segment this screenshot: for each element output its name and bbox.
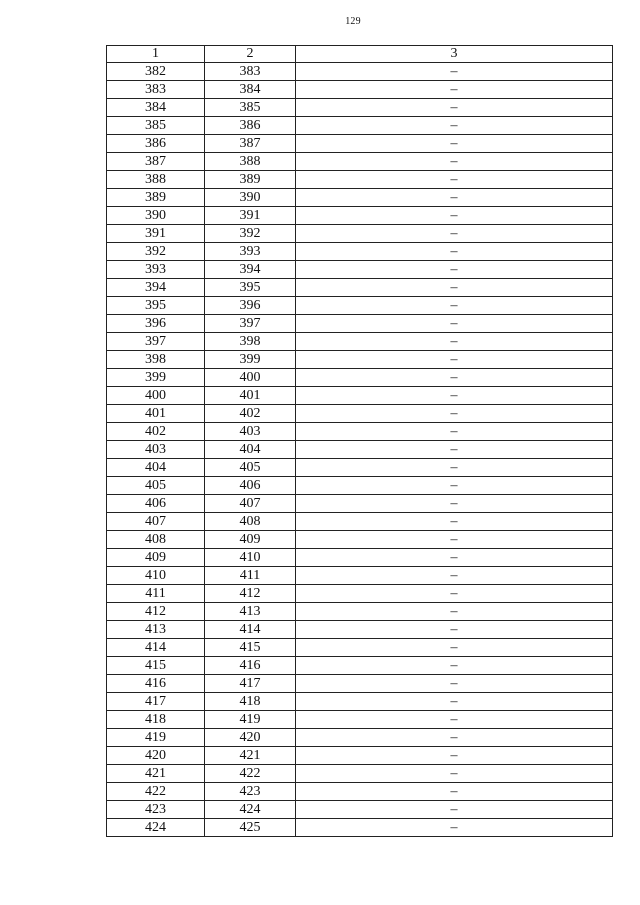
table-row [107,585,613,603]
table-row [107,639,613,657]
table-cell-col-3: – [296,405,613,423]
table-cell-col-1: 424 [107,819,205,837]
table-cell-col-1: 383 [107,81,205,99]
table-cell-col-3: – [296,423,613,441]
table-cell-col-3: – [296,441,613,459]
table-cell-col-2: 391 [205,207,296,225]
table-cell-col-2: 402 [205,405,296,423]
table-cell-col-1: 411 [107,585,205,603]
table-cell-col-3: – [296,171,613,189]
table-cell-col-1: 403 [107,441,205,459]
table-row [107,567,613,585]
table-cell-col-1: 395 [107,297,205,315]
table-cell-col-1: 423 [107,801,205,819]
table-cell-col-2: 395 [205,279,296,297]
table-cell-col-1: 387 [107,153,205,171]
table-cell-col-3: – [296,783,613,801]
table-row [107,315,613,333]
table-cell-col-1: 408 [107,531,205,549]
table-cell-col-3: – [296,351,613,369]
table-row [107,621,613,639]
table-row [107,63,613,81]
table-row [107,711,613,729]
table-cell-col-2: 390 [205,189,296,207]
table-cell-col-2: 415 [205,639,296,657]
table-cell-col-2: 412 [205,585,296,603]
table-cell-col-2: 385 [205,99,296,117]
table-cell-col-1: 384 [107,99,205,117]
table-cell-col-1: 409 [107,549,205,567]
table-cell-col-2: 409 [205,531,296,549]
table-cell-col-2: 410 [205,549,296,567]
table-cell-col-1: 401 [107,405,205,423]
table-cell-col-3: – [296,729,613,747]
table-row [107,423,613,441]
table-cell-col-2: 403 [205,423,296,441]
table-cell-col-3: – [296,207,613,225]
table-row [107,459,613,477]
table-cell-col-3: – [296,315,613,333]
table-cell-col-2: 399 [205,351,296,369]
table-cell-col-3: – [296,477,613,495]
table-cell-col-3: – [296,261,613,279]
table-cell-col-2: 398 [205,333,296,351]
table-cell-col-1: 410 [107,567,205,585]
table-cell-col-3: – [296,675,613,693]
table-cell-col-3: – [296,297,613,315]
table-row [107,171,613,189]
table-row [107,675,613,693]
table-cell-col-3: – [296,531,613,549]
table-cell-col-1: 413 [107,621,205,639]
table-row [107,441,613,459]
table-cell-col-3: – [296,243,613,261]
table-cell-col-1: 415 [107,657,205,675]
table-row [107,297,613,315]
table-row [107,117,613,135]
table-row [107,261,613,279]
table-cell-col-3: – [296,603,613,621]
column-header-2: 2 [205,46,296,63]
table-row [107,369,613,387]
table-row [107,819,613,837]
table-header [107,46,613,63]
table-cell-col-2: 384 [205,81,296,99]
table-cell-col-3: – [296,189,613,207]
table-cell-col-2: 397 [205,315,296,333]
table-cell-col-2: 407 [205,495,296,513]
table-row [107,693,613,711]
table-cell-col-3: – [296,387,613,405]
table-cell-col-1: 420 [107,747,205,765]
table-cell-col-2: 421 [205,747,296,765]
table-row [107,207,613,225]
table-cell-col-3: – [296,117,613,135]
table-cell-col-1: 419 [107,729,205,747]
column-header-1: 1 [107,46,205,63]
table-cell-col-2: 401 [205,387,296,405]
table-row [107,801,613,819]
table-row [107,495,613,513]
table-cell-col-1: 406 [107,495,205,513]
table-cell-col-3: – [296,369,613,387]
table-cell-col-1: 417 [107,693,205,711]
table-cell-col-1: 400 [107,387,205,405]
table-cell-col-3: – [296,765,613,783]
table-cell-col-3: – [296,747,613,765]
table-cell-col-2: 386 [205,117,296,135]
table-row [107,243,613,261]
table-cell-col-1: 422 [107,783,205,801]
table-row [107,333,613,351]
table-cell-col-1: 392 [107,243,205,261]
table-cell-col-2: 389 [205,171,296,189]
table-cell-col-3: – [296,585,613,603]
table-cell-col-3: – [296,693,613,711]
table-cell-col-1: 399 [107,369,205,387]
table-cell-col-1: 412 [107,603,205,621]
table-row [107,405,613,423]
table-cell-col-3: – [296,513,613,531]
table-cell-col-2: 387 [205,135,296,153]
table-cell-col-3: – [296,819,613,837]
table-cell-col-3: – [296,63,613,81]
data-table [106,45,613,837]
table-row [107,729,613,747]
table-cell-col-2: 406 [205,477,296,495]
table-cell-col-1: 407 [107,513,205,531]
table-cell-col-1: 390 [107,207,205,225]
table-body [107,63,613,837]
table-row [107,81,613,99]
table-cell-col-1: 388 [107,171,205,189]
table-cell-col-2: 394 [205,261,296,279]
table-cell-col-2: 411 [205,567,296,585]
table-cell-col-1: 405 [107,477,205,495]
table-cell-col-2: 416 [205,657,296,675]
table-cell-col-1: 385 [107,117,205,135]
table-cell-col-1: 402 [107,423,205,441]
table-cell-col-1: 397 [107,333,205,351]
table-row [107,765,613,783]
table-cell-col-2: 424 [205,801,296,819]
table-cell-col-1: 394 [107,279,205,297]
table-cell-col-3: – [296,153,613,171]
table-cell-col-3: – [296,279,613,297]
table-row [107,351,613,369]
table-cell-col-2: 408 [205,513,296,531]
table-cell-col-3: – [296,333,613,351]
table-cell-col-1: 396 [107,315,205,333]
table-cell-col-1: 421 [107,765,205,783]
table-cell-col-3: – [296,99,613,117]
table-cell-col-2: 392 [205,225,296,243]
table-cell-col-3: – [296,657,613,675]
table-row [107,549,613,567]
table-cell-col-1: 389 [107,189,205,207]
table-cell-col-1: 382 [107,63,205,81]
table-cell-col-3: – [296,549,613,567]
table-cell-col-2: 419 [205,711,296,729]
table-cell-col-3: – [296,639,613,657]
table-cell-col-3: – [296,459,613,477]
table-cell-col-2: 422 [205,765,296,783]
table-cell-col-2: 420 [205,729,296,747]
table-cell-col-2: 393 [205,243,296,261]
table-row [107,153,613,171]
table-cell-col-1: 404 [107,459,205,477]
table-cell-col-3: – [296,711,613,729]
table-cell-col-2: 388 [205,153,296,171]
table-cell-col-1: 391 [107,225,205,243]
table-cell-col-3: – [296,81,613,99]
table-cell-col-2: 425 [205,819,296,837]
table-cell-col-2: 414 [205,621,296,639]
table-cell-col-3: – [296,567,613,585]
table-cell-col-2: 404 [205,441,296,459]
table-row [107,603,613,621]
table-header-row [107,46,613,63]
table-cell-col-2: 423 [205,783,296,801]
table-cell-col-1: 416 [107,675,205,693]
table-cell-col-2: 383 [205,63,296,81]
table-cell-col-2: 418 [205,693,296,711]
table-cell-col-2: 417 [205,675,296,693]
table-cell-col-1: 386 [107,135,205,153]
table-row [107,225,613,243]
table-row [107,783,613,801]
table-row [107,747,613,765]
table-cell-col-3: – [296,801,613,819]
table-cell-col-1: 398 [107,351,205,369]
table-cell-col-1: 393 [107,261,205,279]
table-row [107,279,613,297]
table-row [107,99,613,117]
table-row [107,657,613,675]
table-row [107,477,613,495]
table-row [107,189,613,207]
table-row [107,387,613,405]
table-cell-col-3: – [296,225,613,243]
table-cell-col-1: 414 [107,639,205,657]
table-cell-col-2: 396 [205,297,296,315]
table-cell-col-3: – [296,135,613,153]
table-cell-col-2: 413 [205,603,296,621]
column-header-3: 3 [296,46,613,63]
table-row [107,531,613,549]
table-row [107,513,613,531]
table-cell-col-2: 405 [205,459,296,477]
table-cell-col-3: – [296,621,613,639]
table-cell-col-3: – [296,495,613,513]
table-row [107,135,613,153]
page-number: 129 [345,16,361,27]
table-cell-col-1: 418 [107,711,205,729]
table-cell-col-2: 400 [205,369,296,387]
